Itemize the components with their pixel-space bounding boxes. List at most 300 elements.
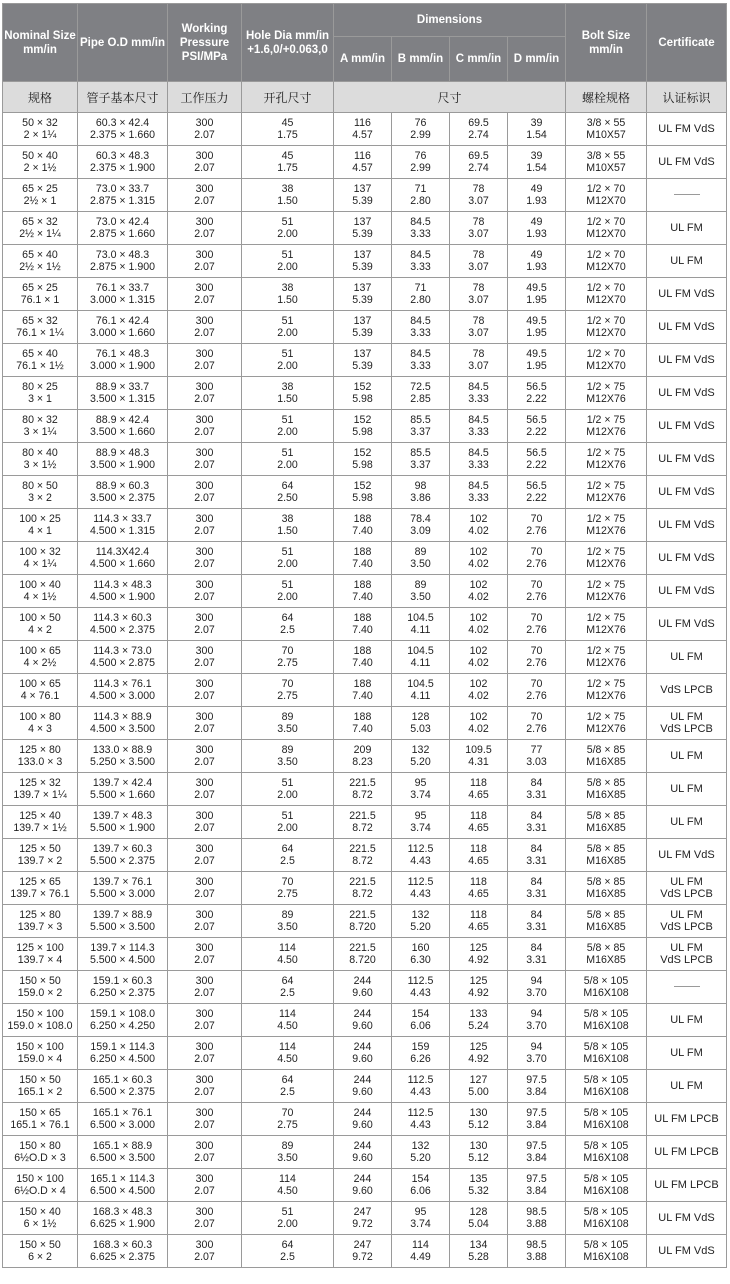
- cell-line: 2.07: [194, 690, 215, 702]
- cell-line: 65 × 40: [22, 248, 58, 261]
- cell-line: 165.1 × 76.1: [10, 1119, 70, 1131]
- spec-table: [2, 3, 727, 1268]
- cell-line: 114: [279, 1007, 296, 1020]
- cell-line: 1/2 × 75: [586, 413, 626, 426]
- cell-line: 1/2 × 75: [586, 512, 626, 525]
- cell-pipe-od: [78, 509, 168, 542]
- cell-pressure: [168, 740, 242, 773]
- cell-line: 5/8 × 85: [586, 809, 626, 822]
- cell-bolt-size: [566, 179, 647, 212]
- cell-hole-dia: [242, 872, 334, 905]
- cell-dim-c: [450, 509, 508, 542]
- cell-line: 3.70: [526, 1020, 547, 1032]
- cell-line: 188: [353, 710, 372, 723]
- cell-line: 1.95: [526, 294, 547, 306]
- cell-line: 80 × 50: [22, 479, 58, 492]
- cell-line: 78.4: [410, 512, 431, 525]
- cell-line: 1/2 × 70: [586, 281, 626, 294]
- cell-line: 4.57: [352, 162, 373, 174]
- cell-line: 2.00: [277, 327, 298, 339]
- cell-line: M16X108: [583, 1020, 629, 1032]
- cell-line: 247: [353, 1205, 372, 1218]
- cell-pressure: [168, 443, 242, 476]
- cell-nominal-size: [3, 905, 78, 938]
- cell-line: 139.7 × 76.1: [92, 875, 153, 888]
- cell-pipe-od: [78, 1004, 168, 1037]
- cell-line: 78: [472, 281, 485, 294]
- cell-hole-dia: [242, 245, 334, 278]
- cell-certificate: [647, 575, 727, 608]
- header-line: mm/in: [409, 53, 444, 65]
- cell-line: 3.33: [410, 327, 431, 339]
- cell-pipe-od: [78, 377, 168, 410]
- table-row: [3, 410, 727, 443]
- cell-line: 84.5: [410, 215, 431, 228]
- cell-bolt-size: [566, 641, 647, 674]
- cell-line: 84.5: [468, 479, 489, 492]
- cell-line: 9.60: [352, 1185, 373, 1197]
- cell-line: 3.500 × 2.375: [89, 492, 156, 504]
- cell-nominal-size: [3, 476, 78, 509]
- cell-line: 94: [530, 1040, 543, 1053]
- cell-line: 150 × 40: [19, 1205, 61, 1218]
- cell-bolt-size: [566, 542, 647, 575]
- cell-line: 2.07: [194, 327, 215, 339]
- cell-line: 3.84: [526, 1152, 547, 1164]
- cell-dim-d: [508, 740, 566, 773]
- cell-line: 89: [414, 578, 427, 591]
- cell-dim-c: [450, 278, 508, 311]
- cell-dim-d: [508, 344, 566, 377]
- header-line: D: [513, 53, 523, 65]
- cell-line: 137: [353, 347, 372, 360]
- cell-dim-b: [392, 1202, 450, 1235]
- cell-dim-c: [450, 641, 508, 674]
- cell-dim-d: [508, 311, 566, 344]
- cell-dim-d: [508, 1037, 566, 1070]
- cell-bolt-size: [566, 740, 647, 773]
- cell-dim-b: [392, 311, 450, 344]
- cell-line: UL FM VdS: [658, 386, 715, 399]
- cell-line: 300: [195, 908, 214, 921]
- cell-dim-d: [508, 773, 566, 806]
- cell-pressure: [168, 311, 242, 344]
- cell-dim-a: [334, 1235, 392, 1268]
- cell-dim-d: [508, 410, 566, 443]
- cell-line: 73.0 × 48.3: [95, 248, 150, 261]
- cell-line: 49: [530, 215, 543, 228]
- header-line: Nominal: [4, 29, 50, 42]
- cell-dim-c: [450, 410, 508, 443]
- cell-line: 4.500 × 1.900: [89, 591, 156, 603]
- cell-dim-d: [508, 1004, 566, 1037]
- cell-line: 130: [469, 1106, 488, 1119]
- cell-dim-c: [450, 839, 508, 872]
- cell-hole-dia: [242, 278, 334, 311]
- cell-dim-c: [450, 707, 508, 740]
- cell-line: 45: [281, 149, 294, 162]
- cell-pipe-od: [78, 971, 168, 1004]
- cell-line: 139.7 × 48.3: [92, 809, 153, 822]
- cell-line: 4.500 × 2.875: [89, 657, 156, 669]
- cell-line: 2.07: [194, 195, 215, 207]
- cell-line: 165.1 × 2: [17, 1086, 63, 1098]
- cell-line: 2.07: [194, 756, 215, 768]
- cell-line: 3.31: [526, 789, 547, 801]
- cell-line: 125: [469, 1040, 488, 1053]
- cell-line: 84: [530, 941, 543, 954]
- header-line: B: [397, 53, 407, 65]
- table-body: [3, 113, 727, 1268]
- cell-line: 49: [530, 182, 543, 195]
- cell-line: 72.5: [410, 380, 431, 393]
- cell-pressure: [168, 1202, 242, 1235]
- cell-line: M12X70: [586, 360, 626, 372]
- cell-bolt-size: [566, 311, 647, 344]
- cell-line: 114.3X42.4: [95, 545, 150, 558]
- table-row: [3, 839, 727, 872]
- cell-bolt-size: [566, 905, 647, 938]
- cell-line: 125 × 32: [19, 776, 61, 789]
- cell-pipe-od: [78, 1235, 168, 1268]
- cell-line: 4 × 76.1: [20, 690, 60, 702]
- cell-line: M12X76: [586, 525, 626, 537]
- cell-line: UL FM VdS: [658, 1211, 715, 1224]
- cell-line: 102: [469, 545, 488, 558]
- cell-line: M10X57: [586, 162, 626, 174]
- table-row: [3, 278, 727, 311]
- cell-line: UL FM VdS: [658, 518, 715, 531]
- table-row: [3, 872, 727, 905]
- cell-bolt-size: [566, 773, 647, 806]
- cell-line: 100 × 32: [19, 545, 61, 558]
- cell-dim-d: [508, 377, 566, 410]
- table-row: [3, 1202, 727, 1235]
- cell-dim-d: [508, 839, 566, 872]
- cell-line: 4 × 1: [28, 525, 52, 537]
- cell-line: 5/8 × 85: [586, 908, 626, 921]
- cell-line: 139.7 × 114.3: [90, 941, 155, 954]
- cell-dim-a: [334, 707, 392, 740]
- cell-line: 5/8 × 85: [586, 743, 626, 756]
- cell-line: 159.0 × 108.0: [7, 1020, 73, 1032]
- cell-line: 5.500 × 1.660: [89, 789, 156, 801]
- table-row: [3, 476, 727, 509]
- cell-line: 300: [195, 347, 214, 360]
- cell-line: 3.03: [526, 756, 547, 768]
- cell-dim-b: [392, 1235, 450, 1268]
- cell-dim-c: [450, 905, 508, 938]
- cell-line: 2.07: [194, 492, 215, 504]
- cell-line: 4.02: [468, 624, 489, 636]
- cell-line: 5/8 × 105: [583, 1205, 629, 1218]
- cell-dim-a: [334, 146, 392, 179]
- cell-line: 244: [353, 1106, 372, 1119]
- cell-line: 2.00: [277, 591, 298, 603]
- cell-line: 4.50: [277, 1185, 298, 1197]
- cell-line: 84: [530, 776, 543, 789]
- cell-pipe-od: [78, 1136, 168, 1169]
- cell-line: 2.07: [194, 855, 215, 867]
- cell-line: 4.92: [468, 987, 489, 999]
- cell-line: 150 × 65: [19, 1106, 61, 1119]
- cell-line: 165.1 × 76.1: [92, 1106, 153, 1119]
- cell-line: 3.33: [468, 393, 489, 405]
- cell-line: M16X108: [583, 1053, 629, 1065]
- cell-line: 2.07: [194, 624, 215, 636]
- cell-line: 6 × 1½: [23, 1218, 57, 1230]
- cell-line: UL FM LPCB: [654, 1145, 719, 1158]
- cell-line: M16X85: [586, 822, 626, 834]
- cell-line: 2.00: [277, 426, 298, 438]
- cell-line: 125 × 50: [19, 842, 61, 855]
- cell-line: 64: [281, 974, 294, 987]
- cell-line: M10X57: [586, 129, 626, 141]
- cell-nominal-size: [3, 344, 78, 377]
- cell-line: 8.72: [352, 855, 373, 867]
- cell-line: 3.37: [410, 459, 431, 471]
- cell-nominal-size: [3, 806, 78, 839]
- cell-line: 221.5: [349, 908, 376, 921]
- cell-pipe-od: [78, 278, 168, 311]
- table-row: [3, 938, 727, 971]
- cell-line: 2.85: [410, 393, 431, 405]
- cell-dim-a: [334, 311, 392, 344]
- cell-line: M12X76: [586, 459, 626, 471]
- cell-dim-a: [334, 1202, 392, 1235]
- cell-line: 2.375 × 1.900: [89, 162, 156, 174]
- cell-certificate: [647, 509, 727, 542]
- cell-line: 51: [281, 413, 294, 426]
- cell-line: 2.80: [410, 195, 431, 207]
- cell-line: 137: [353, 314, 372, 327]
- cell-dim-d: [508, 905, 566, 938]
- cell-line: 244: [353, 1007, 372, 1020]
- cell-line: 97.5: [526, 1073, 547, 1086]
- table-row: [3, 1136, 727, 1169]
- header-line: mm/in: [23, 43, 57, 56]
- cell-line: M16X108: [583, 1152, 629, 1164]
- cell-line: 221.5: [349, 809, 376, 822]
- cell-line: 4 × 1¼: [23, 558, 57, 570]
- cell-line: 3.33: [410, 261, 431, 273]
- cell-hole-dia: [242, 410, 334, 443]
- cell-line: UL FM LPCB: [654, 1178, 719, 1191]
- cell-hole-dia: [242, 1136, 334, 1169]
- cell-line: 3.50: [277, 723, 298, 735]
- cell-dim-b: [392, 608, 450, 641]
- cell-dim-b: [392, 1004, 450, 1037]
- cell-dim-c: [450, 1235, 508, 1268]
- cell-dim-a: [334, 509, 392, 542]
- cell-line: 5.12: [468, 1119, 489, 1131]
- cell-line: 109.5: [465, 743, 492, 756]
- cell-line: M16X85: [586, 855, 626, 867]
- cell-line: 97.5: [526, 1172, 547, 1185]
- cell-line: 4.500 × 3.500: [89, 723, 156, 735]
- cell-pipe-od: [78, 707, 168, 740]
- cell-line: 104.5: [407, 644, 434, 657]
- cell-line: 2.07: [194, 921, 215, 933]
- cell-line: 3.88: [526, 1251, 547, 1263]
- cell-line: 116: [354, 149, 371, 162]
- cell-line: 4.500 × 1.315: [89, 525, 156, 537]
- cell-line: 4.500 × 1.660: [89, 558, 156, 570]
- cell-line: 5.39: [352, 327, 373, 339]
- cell-line: 4.43: [410, 855, 431, 867]
- cell-line: UL FM LPCB: [654, 1112, 719, 1125]
- cn-header-pipe: 管子基本尺寸: [78, 82, 168, 113]
- cell-line: 4.11: [410, 690, 431, 702]
- cell-dim-b: [392, 278, 450, 311]
- cell-pressure: [168, 938, 242, 971]
- cell-pressure: [168, 410, 242, 443]
- cell-line: M12X70: [586, 294, 626, 306]
- cell-line: 3.33: [468, 492, 489, 504]
- cell-line: 4.02: [468, 558, 489, 570]
- cell-pipe-od: [78, 476, 168, 509]
- cell-line: 139.7 × 88.9: [92, 908, 153, 921]
- cell-line: 65 × 32: [22, 314, 58, 327]
- cell-line: 49.5: [526, 314, 547, 327]
- header-line: Bolt Size: [581, 29, 631, 42]
- header-pipe-od: [78, 4, 168, 82]
- cell-dim-c: [450, 377, 508, 410]
- cell-certificate: [647, 938, 727, 971]
- cell-dim-b: [392, 707, 450, 740]
- cell-bolt-size: [566, 938, 647, 971]
- cell-line: 2.07: [194, 558, 215, 570]
- cell-line: 152: [353, 413, 372, 426]
- cell-line: 3.50: [277, 1152, 298, 1164]
- cell-line: 5.39: [352, 294, 373, 306]
- cell-line: 300: [195, 1139, 214, 1152]
- cell-line: 2.00: [277, 459, 298, 471]
- cell-line: VdS LPCB: [660, 723, 713, 735]
- cell-line: 300: [195, 743, 214, 756]
- cell-line: 84.5: [468, 413, 489, 426]
- cell-line: 4.43: [410, 1119, 431, 1131]
- cell-line: UL FM VdS: [658, 551, 715, 564]
- cell-dim-a: [334, 608, 392, 641]
- cell-line: 51: [281, 1205, 294, 1218]
- cell-line: 8.720: [349, 921, 376, 933]
- cell-certificate: [647, 1004, 727, 1037]
- cell-line: 2.07: [194, 1020, 215, 1032]
- cell-line: 4.49: [410, 1251, 431, 1263]
- cell-line: 5/8 × 105: [583, 1172, 629, 1185]
- cell-line: 100 × 80: [19, 710, 61, 723]
- cell-line: 85.5: [410, 446, 431, 459]
- cell-line: 50 × 40: [22, 149, 58, 162]
- header-line: Working: [181, 22, 228, 35]
- header-line: mm/in: [131, 36, 166, 49]
- cell-line: 3.33: [410, 228, 431, 240]
- cell-line: 300: [195, 116, 214, 129]
- header-dim-d: [508, 37, 566, 82]
- cell-line: 300: [195, 776, 214, 789]
- cell-line: 114.3 × 48.3: [93, 578, 152, 591]
- cell-line: 188: [353, 512, 372, 525]
- cell-line: 51: [281, 248, 294, 261]
- cell-line: 38: [281, 380, 294, 393]
- cell-line: 64: [281, 1073, 294, 1086]
- cell-line: 2.5: [280, 1251, 295, 1263]
- cell-certificate: [647, 608, 727, 641]
- cell-line: 114.3 × 60.3: [93, 611, 152, 624]
- cell-bolt-size: [566, 839, 647, 872]
- cell-bolt-size: [566, 806, 647, 839]
- cell-hole-dia: [242, 212, 334, 245]
- cell-pressure: [168, 113, 242, 146]
- cell-line: 300: [195, 314, 214, 327]
- cell-line: 51: [281, 446, 294, 459]
- cell-pressure: [168, 344, 242, 377]
- cell-line: 2.5: [280, 1086, 295, 1098]
- cell-line: 89: [414, 545, 427, 558]
- cell-line: 39: [530, 116, 543, 129]
- cell-line: 6.500 × 3.000: [89, 1119, 156, 1131]
- cell-line: 78: [472, 347, 485, 360]
- cell-line: 300: [195, 1073, 214, 1086]
- cell-line: 5.20: [410, 756, 431, 768]
- cell-line: 51: [281, 314, 294, 327]
- cell-line: 5/8 × 85: [586, 941, 626, 954]
- cell-line: 2.07: [194, 657, 215, 669]
- cell-line: 5.500 × 3.000: [89, 888, 156, 900]
- cell-line: 1/2 × 75: [586, 446, 626, 459]
- cell-line: 154: [411, 1007, 430, 1020]
- cell-line: 38: [281, 281, 294, 294]
- cell-line: 2.875 × 1.315: [89, 195, 156, 207]
- cell-dim-d: [508, 1070, 566, 1103]
- cell-dim-a: [334, 806, 392, 839]
- cell-pressure: [168, 509, 242, 542]
- cell-line: 56.5: [526, 413, 547, 426]
- cell-line: 3.84: [526, 1185, 547, 1197]
- cell-nominal-size: [3, 938, 78, 971]
- cell-dim-b: [392, 575, 450, 608]
- cell-dim-b: [392, 476, 450, 509]
- header-working-pressure: [168, 4, 242, 82]
- cell-dim-d: [508, 179, 566, 212]
- cell-dim-c: [450, 1004, 508, 1037]
- cell-nominal-size: [3, 1070, 78, 1103]
- cell-line: 69.5: [468, 116, 489, 129]
- cell-line: M16X85: [586, 954, 626, 966]
- cell-line: 2.74: [468, 162, 489, 174]
- cell-line: 2 × 1½: [23, 162, 57, 174]
- cell-line: 5.500 × 3.500: [89, 921, 156, 933]
- cell-line: M12X70: [586, 261, 626, 273]
- cell-hole-dia: [242, 1037, 334, 1070]
- cell-line: 2½ × 1: [23, 195, 57, 207]
- cell-line: 77: [530, 743, 543, 756]
- cell-line: UL FM VdS: [658, 353, 715, 366]
- cell-line: 2.22: [526, 459, 547, 471]
- cell-line: 4.500 × 2.375: [89, 624, 156, 636]
- cell-line: 94: [530, 1007, 543, 1020]
- table-row: [3, 113, 727, 146]
- cell-hole-dia: [242, 1202, 334, 1235]
- header-line: Size: [52, 29, 76, 42]
- cell-pipe-od: [78, 443, 168, 476]
- cell-bolt-size: [566, 1136, 647, 1169]
- cell-dim-a: [334, 839, 392, 872]
- cell-bolt-size: [566, 575, 647, 608]
- cell-line: 244: [353, 1172, 372, 1185]
- cell-line: 3.74: [410, 822, 431, 834]
